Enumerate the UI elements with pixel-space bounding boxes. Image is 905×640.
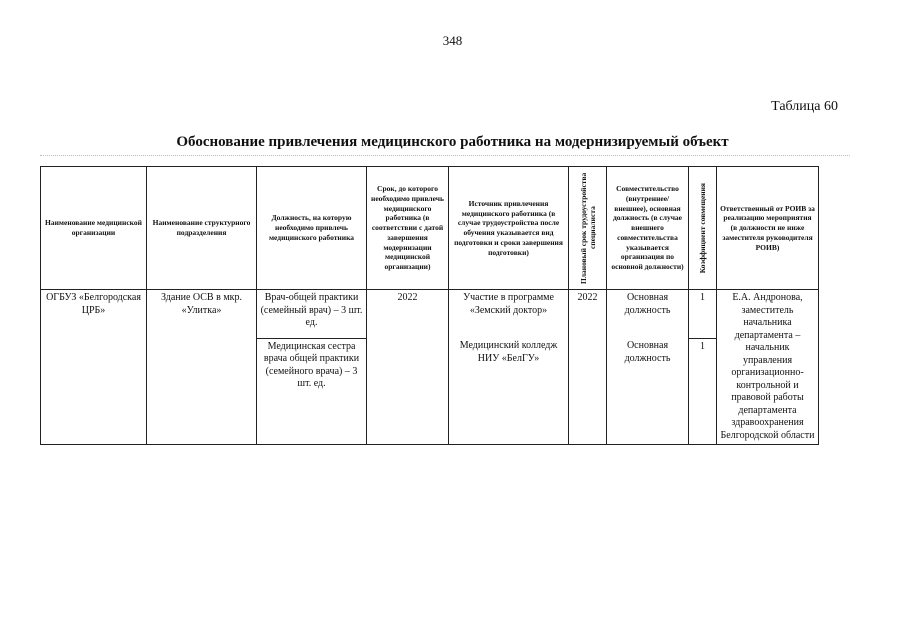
header-responsible: Ответственный от РОИВ за реализацию мероприятия (в должности не ниже заместителя руководителя РОИВ) — [717, 167, 819, 290]
header-coefficient-text: Коэффициент совмещения — [698, 182, 707, 274]
cell-employment-term: 2022 — [569, 290, 607, 445]
header-employment-term-text: Плановый срок трудоустройства специалиста — [578, 172, 597, 284]
header-org: Наименование медицинской организации — [41, 167, 147, 290]
page-number: 348 — [442, 33, 463, 48]
table-row — [41, 290, 819, 339]
header-source: Источник привлечения медицинского работника (в случае трудоустройства после обучения указывается вид подготовки и сроки завершения подготовки) — [449, 167, 569, 290]
header-unit: Наименование структурного подразделения — [147, 167, 257, 290]
cell-combination: Основная должность — [607, 290, 689, 339]
header-employment-term — [569, 167, 607, 290]
cell-source: Медицинский колледж НИУ «БелГУ» — [449, 338, 569, 444]
cell-unit: Здание ОСВ в мкр. «Улитка» — [147, 290, 257, 445]
header-coefficient — [689, 167, 717, 290]
document-title: Обоснование привлечения медицинского работника на модернизируемый объект — [176, 134, 729, 150]
table-label: Таблица 60 — [771, 99, 838, 114]
cell-source: Участие в программе «Земский доктор» — [449, 290, 569, 339]
cell-combination: Основная должность — [607, 338, 689, 444]
cell-deadline: 2022 — [367, 290, 449, 445]
header-deadline: Срок, до которого необходимо привлечь медицинского работника (в соответствии с датой завершения модернизации медицинской организации) — [367, 167, 449, 290]
cell-position: Медицинская сестра врача общей практики (семейного врача) – 3 шт. ед. — [257, 338, 367, 444]
cell-coefficient: 1 — [689, 338, 717, 444]
divider — [40, 155, 850, 156]
staffing-table — [40, 166, 819, 445]
header-combination: Совместительство (внутреннее/ внешнее), основная должность (в случае внешнего совместительства указывается организация по основной должности) — [607, 167, 689, 290]
header-row — [41, 167, 819, 290]
cell-responsible: Е.А. Андронова, заместитель начальника департамента – начальник управления организационно-контрольной и правовой работы департамента здравоохранения Белгородской области — [717, 290, 819, 445]
cell-coefficient: 1 — [689, 290, 717, 339]
cell-org: ОГБУЗ «Белгородская ЦРБ» — [41, 290, 147, 445]
header-position: Должность, на которую необходимо привлечь медицинского работника — [257, 167, 367, 290]
cell-position: Врач-общей практики (семейный врач) – 3 шт. ед. — [257, 290, 367, 339]
